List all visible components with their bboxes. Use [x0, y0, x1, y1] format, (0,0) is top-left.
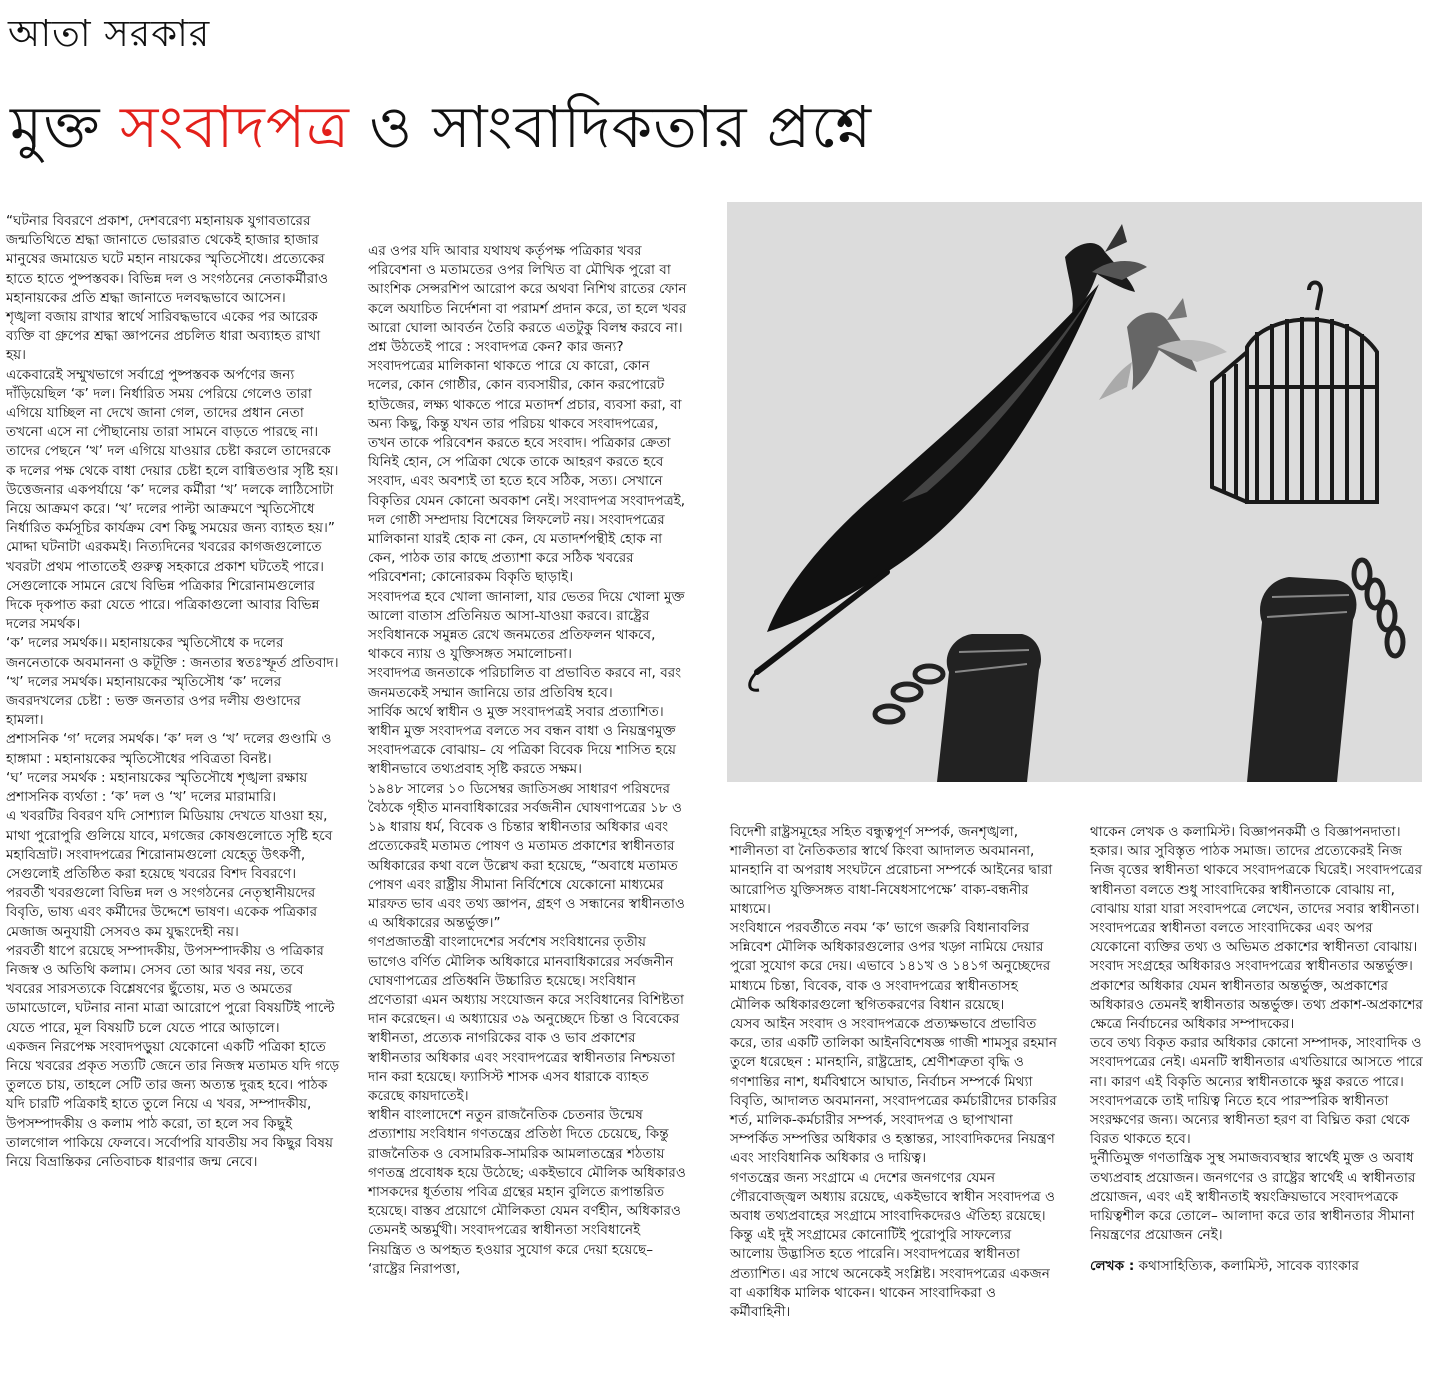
paragraph: যেসব আইন সংবাদ ও সংবাদপত্রকে প্রত্যক্ষভাবে প্রভাবিত করে, তার একটি তালিকা আইনবিশেষজ্ঞ গাজী শামসুর রহমান তুলে ধরেছেন : মানহানি, রাষ্ট্রদ্রোহ, শ্রেণীশত্রুতা বৃদ্ধি ও গণশান্তির নাশ, ধর্মবিশ্বাসে আঘাত, নির্বাচন সম্পর্কে মিথ্যা বিবৃতি, আদালত অবমাননা, সংবাদপত্রের কর্মচারীদের চাকরির শর্ত, মালিক-কর্মচারীর সম্পর্ক, সংবাদপত্র ও ছাপাখানা সম্পর্কিত সম্পত্তির অধিকার ও হস্তান্তর, সাংবাদিকদের নিয়ন্ত্রণ এবং সাংবিধানিক অধিকার ও দায়িত্ব।: [730, 1016, 1058, 1167]
paragraph: একজন নিরপেক্ষ সংবাদপড়ুয়া যেকোনো একটি পত্রিকা হাতে নিয়ে খবরের প্রকৃত সত্যটি জেনে তার নিজস্ব মতামত যদি গড়ে তুলতে চায়, তাহলে সেটি তার জন্য অত্যন্ত দুরূহ হবে। পাঠক যদি চারটি পত্রিকাই হাতে তুলে নিয়ে এ খবর, সম্পাদকীয়, উপসম্পাদকীয় ও কলাম পাঠ করো, তা হলে সব কিছুই তালগোল পাকিয়ে ফেলবে। সর্বোপরি যাবতীয় সব কিছুর বিষয় নিয়ে বিভ্রান্তিকর নেতিবাচক ধারণার জন্ম নেবে।: [6, 1038, 340, 1170]
headline: [10, 82, 872, 172]
byline-text: কথাসাহিত্যিক, কলামিস্ট, সাবেক ব্যাংকার: [1134, 1258, 1359, 1275]
illustration-press-freedom: [727, 202, 1422, 782]
paragraph: গণপ্রজাতন্ত্রী বাংলাদেশের সর্বশেষ সংবিধানের তৃতীয় ভাগেও বর্ণিত মৌলিক অধিকারে মানবাধিকারের সর্বজনীন ঘোষণাপত্রের প্রতিধ্বনি উচ্চারিত হয়েছে। সংবিধান প্রণেতারা এমন অধ্যায় সংযোজন করে সংবিধানের বিশিষ্টতা দান করেছেন। এ অধ্যায়ের ৩৯ অনুচ্ছেদে চিন্তা ও বিবেকের স্বাধীনতা, প্রত্যেক নাগরিকের বাক ও ভাব প্রকাশের স্বাধীনতার অধিকার এবং সংবাদপত্রের স্বাধীনতার নিশ্চয়তা দান করা হয়েছে। ফ্যাসিস্ট শাসক এসব ধারাকে ব্যাহত করেছে কায়দাতেই।: [368, 934, 684, 1104]
article-column-3: [730, 823, 1058, 1322]
paragraph: সংবাদপত্র জনতাকে পরিচালিত বা প্রভাবিত করবে না, বরং জনমতকেই সম্মান জানিয়ে তার প্রতিবিম্ব হবে।: [368, 665, 682, 701]
paragraph: মোদ্দা ঘটনাটা এরকমই। নিত্যদিনের খবরের কাগজগুলোতে খবরটা প্রথম পাতাতেই গুরুত্ব সহকারে প্রকাশ ঘটতেই পারে। সেগুলোকে সামনে রেখে বিভিন্ন পত্রিকার শিরোনামগুলোর দিকে দৃকপাত করা যেতে পারে। পত্রিকাগুলো আবার বিভিন্ন দলের সমর্থক।: [6, 539, 324, 633]
paragraph: শৃঙ্খলা বজায় রাখার স্বার্থে সারিবদ্ধভাবে একের পর আরেক ব্যক্তি বা গ্রুপের শ্রদ্ধা জ্ঞাপনের প্রচলিত ধারা অব্যাহত রাখা হয়।: [6, 309, 321, 364]
feather-quill-icon: [750, 284, 1099, 690]
paragraph: এর ওপর যদি আবার যথাযথ কর্তৃপক্ষ পত্রিকার খবর পরিবেশনা ও মতামতের ওপর লিখিত বা মৌখিক পুরো বা আংশিক সেন্সরশিপ আরোপ করে অথবা নিশিথ রাতের ফোন কলে অযাচিত নির্দেশনা বা পরামর্শ প্রদান করে, তা হলে খবর আরো ঘোলা আবর্তন তৈরি করতে এতটুকু বিলম্ব করবে না।: [368, 243, 687, 336]
paragraph: তবে তথ্য বিকৃত করার অধিকার কোনো সম্পাদক, সাংবাদিক ও সংবাদপত্রের নেই। এমনটি স্বাধীনতার এখতিয়ারে আসতে পারে না। কারণ এই বিকৃতি অন্যের স্বাধীনতাকে ক্ষুণ্ণ করতে পারে। সংবাদপত্রকে তাই দায়িত্ব নিতে হবে পারস্পরিক স্বাধীনতা সংরক্ষণের জন্য। অন্যের স্বাধীনতা হরণ বা বিঘ্নিত করা থেকে বিরত থাকতে হবে।: [1090, 1035, 1423, 1148]
headline-part-accent: সংবাদপত্র: [119, 93, 350, 161]
author-name: আতা সরকার: [8, 12, 211, 55]
article-column-2: [368, 242, 688, 1279]
paragraph: পরবর্তী খবরগুলো বিভিন্ন দল ও সংগঠনের নেতৃস্থানীয়দের বিবৃতি, ভাষ্য এবং কর্মীদের উদ্দেশে ভাষণ। একেক পত্রিকার মেজাজ অনুযায়ী সেসবও কম যুদ্ধংদেহী নয়।: [6, 885, 318, 940]
headline-part-3: ও সাংবাদিকতার প্রশ্নে: [349, 93, 873, 161]
paragraph: ‘ক’ দলের সমর্থক।। মহানায়কের স্মৃতিসৌধে ক দলের জননেতাকে অবমাননা ও কটূক্তি : জনতার স্বতঃস্ফূর্ত প্রতিবাদ।: [6, 635, 339, 671]
article-column-4: [1090, 823, 1426, 1277]
paragraph: “ঘটনার বিবরণে প্রকাশ, দেশবরেণ্য মহানায়ক যুগাবতারের জন্মতিথিতে শ্রদ্ধা জানাতে ভোররাত থেকেই হাজার হাজার মানুষের জমায়েত ঘটে মহান নায়কের স্মৃতিসৌধে। প্রত্যেকের হাতে হাতে পুষ্পস্তবক। বিভিন্ন দল ও সংগঠনের নেতাকর্মীরাও মহানায়কের প্রতি শ্রদ্ধা জানাতে দলবদ্ধভাবে আসেন।: [6, 213, 329, 306]
paragraph: পরবর্তী ধাপে রয়েছে সম্পাদকীয়, উপসম্পাদকীয় ও পত্রিকার নিজস্ব ও অতিথি কলাম। সেসব তো আর খবর নয়, তবে খবরের সারসত্যকে বিশ্লেষণের ছুঁতোয়, মত ও অমতের ডামাডোলে, ঘটনার নানা মাত্রা আরোপে পুরো বিষয়টিই পাল্টে যেতে পারে, মূল বিষয়টি চলে যেতে পারে আড়ালে।: [6, 942, 335, 1036]
paragraph: থাকেন লেখক ও কলামিস্ট। বিজ্ঞাপনকর্মী ও বিজ্ঞাপনদাতা। হকার। আর সুবিস্তৃত পাঠক সমাজ। তাদের প্রত্যেকেরই নিজ নিজ বৃত্তের স্বাধীনতা থাকবে সংবাদপত্রকে ঘিরেই। সংবাদপত্রের স্বাধীনতা বলতে শুধু সাংবাদিকের স্বাধীনতাকে বোঝায় না, বোঝায় যারা যারা সংবাদপত্রে লেখেন, তাদের সবার স্বাধীনতা।: [1090, 824, 1423, 917]
broken-chain-fist-icon: [875, 634, 1041, 782]
paragraph: সংবাদপত্রের মালিকানা থাকতে পারে যে কারো, কোন দলের, কোন গোষ্ঠীর, কোন ব্যবসায়ীর, কোন করপোরেট হাউজের, লক্ষ্য থাকতে পারে মতাদর্শ প্রচার, ব্যবসা করা, বা অন্য কিছু, কিন্তু যখন তার পরিচয় থাকবে সংবাদপত্রের, তখন তাকে পরিবেশন করতে হবে সংবাদ। পত্রিকার ক্রেতা যিনিই হোন, সে পত্রিকা থেকে তাকে আহরণ করতে হবে সংবাদ, এবং অবশ্যই তা হতে হবে সঠিক, সত্য। সেখানে বিকৃতির যেমন কোনো অবকাশ নেই। সংবাদপত্র সংবাদপত্রই, দল গোষ্ঠী সম্প্রদায় বিশেষের লিফলেট নয়। সংবাদপত্রের মালিকানা যারই হোক না কেন, যে মতাদর্শপন্থীই হোক না কেন, পাঠক তার কাছে প্রত্যাশা করে সঠিক খবরের পরিবেশনা; কোনোরকম বিকৃতি ছাড়াই।: [368, 358, 686, 586]
paragraph: প্রশাসনিক ‘গ’ দলের সমর্থক। ‘ক’ দল ও ‘খ’ দলের গুণ্ডামি ও হাঙ্গামা : মহানায়কের স্মৃতিসৌধের পবিত্রতা বিনষ্ট।: [6, 731, 332, 767]
article-column-1: [6, 212, 342, 1172]
paragraph: সংবিধানে পরবর্তীতে নবম ‘ক’ ভাগে জরুরি বিধানাবলির সন্নিবেশ মৌলিক অধিকারগুলোর ওপর খড়্গ নামিয়ে দেয়ার পুরো সুযোগ করে দেয়। এভাবে ১৪১খ ও ১৪১গ অনুচ্ছেদের মাধ্যমে চিন্তা, বিবেক, বাক ও সংবাদপত্রের স্বাধীনতাসহ মৌলিক অধিকারগুলো স্থগিতকরণের বিধান রয়েছে।: [730, 920, 1051, 1013]
flying-bird-icon: [1065, 224, 1147, 312]
paragraph: গণতন্ত্রের জন্য সংগ্রামে এ দেশের জনগণের যেমন গৌরবোজ্জ্বল অধ্যায় রয়েছে, একইভাবে স্বাধীন সংবাদপত্র ও অবাধ তথ্যপ্রবাহের সংগ্রামে সাংবাদিকদেরও ঐতিহ্য রয়েছে। কিন্তু এই দুই সংগ্রামের কোনোটিই পুরোপুরি সাফল্যের আলোয় উদ্ভাসিত হতে পারেনি। সংবাদপত্রের স্বাধীনতা প্রত্যাশিত। এর সাথে অনেকেই সংশ্লিষ্ট। সংবাদপত্রের একজন বা একাধিক মালিক থাকেন। থাকেন সাংবাদিকরা ও কর্মীবাহিনী।: [730, 1169, 1056, 1321]
paragraph: সংবাদপত্র হবে খোলা জানালা, যার ভেতর দিয়ে খোলা মুক্ত আলো বাতাস প্রতিনিয়ত আসা-যাওয়া করবে। রাষ্ট্রের সংবিধানকে সমুন্নত রেখে জনমতের প্রতিফলন থাকবে, থাকবে ন্যায় ও যুক্তিসঙ্গত সমালোচনা।: [368, 588, 685, 663]
byline-label: লেখক :: [1090, 1258, 1135, 1275]
paragraph: বিদেশী রাষ্ট্রসমূহের সহিত বন্ধুত্বপূর্ণ সম্পর্ক, জনশৃঙ্খলা, শালীনতা বা নৈতিকতার স্বার্থে কিংবা আদালত অবমাননা, মানহানি বা অপরাধ সংঘটনে প্ররোচনা সম্পর্কে আইনের দ্বারা আরোপিত যুক্তিসঙ্গত বাধা-নিষেধসাপেক্ষে’ বাক্য-বন্ধনীর মাধ্যমে।: [730, 824, 1053, 917]
paragraph: একেবারেই সম্মুখভাগে সর্বাগ্রে পুষ্পস্তবক অর্পণের জন্য দাঁড়িয়েছিল ‘ক’ দল। নির্ধারিত সময় পেরিয়ে গেলেও তারা এগিয়ে যাচ্ছিল না দেখে জানা গেল, তাদের প্রধান নেতা তখনো এসে না পৌছানোয় তারা সামনে বাড়তে পারছে না। তাদের পেছনে ‘খ’ দল এগিয়ে যাওয়ার চেষ্টা করলে তাদেরকে ক দলের পক্ষ থেকে বাধা দেয়ার চেষ্টা হলে বাগ্বিতণ্ডার সৃষ্টি হয়। উত্তেজনার একপর্যায়ে ‘ক’ দলের কর্মীরা ‘খ’ দলকে লাঠিসোটা নিয়ে আক্রমণ করে। ‘খ’ দলের পাল্টা আক্রমণে স্মৃতিসৌধে নির্ধারিত কর্মসূচির কার্যক্রম বেশ কিছু সময়ের জন্য ব্যাহত হয়।”: [6, 366, 339, 537]
paragraph: স্বাধীন বাংলাদেশে নতুন রাজনৈতিক চেতনার উন্মেষ প্রত্যাশায় সংবিধান গণতন্ত্রের প্রতিষ্ঠা দিতে চেয়েছে, কিন্তু রাজনৈতিক ও বেসামরিক-সামরিক আমলাতন্ত্রের শঠতায় গণতন্ত্র প্রবোধক হয়ে উঠেছে; একইভাবে মৌলিক অধিকারও শাসকদের ধূর্ততায় পবিত্র গ্রন্থের মহান বুলিতে রূপান্তরিত হয়েছে। বাস্তব প্রয়োগে মৌলিকতা যেমন বর্ণহীন, অধিকারও তেমনই অন্তর্মুখী। সংবাদপত্রের স্বাধীনতা সংবিধানেই নিয়ন্ত্রিত ও অপহৃত হওয়ার সুযোগ করে দেয়া হয়েছে– ‘রাষ্ট্রের নিরাপত্তা,: [368, 1107, 686, 1277]
flying-bird-icon: [1099, 298, 1227, 400]
paragraph: স্বাধীন মুক্ত সংবাদপত্র বলতে সব বন্ধন বাধা ও নিয়ন্ত্রণমুক্ত সংবাদপত্রকে বোঝায়– যে পত্রিকা বিবেক দিয়ে শাসিত হয়ে স্বাধীনভাবে তথ্যপ্রবাহ সৃষ্টি করতে সক্ষম।: [368, 723, 677, 778]
paragraph: সার্বিক অর্থে স্বাধীন ও মুক্ত সংবাদপত্রই সবার প্রত্যাশিত।: [368, 703, 664, 720]
paragraph: প্রশ্ন উঠতেই পারে : সংবাদপত্র কেন? কার জন্য?: [368, 339, 624, 356]
paragraph: দুর্নীতিমুক্ত গণতান্ত্রিক সুস্থ সমাজব্যবস্থার স্বার্থেই মুক্ত ও অবাধ তথ্যপ্রবাহ প্রয়োজন। জনগণের ও রাষ্ট্রের স্বার্থেই এ স্বাধীনতার প্রয়োজন, এবং এই স্বাধীনতাই স্বয়ংক্রিয়ভাবে সংবাদপত্রকে দায়িত্বশীল করে তোলে– আলাদা করে তার স্বাধীনতার সীমানা নিয়ন্ত্রণের প্রয়োজন নেই।: [1090, 1150, 1416, 1244]
headline-part-1: মুক্ত: [10, 93, 120, 161]
broken-chain-fist-icon: [1247, 560, 1403, 782]
open-cage-icon: [1212, 283, 1377, 503]
paragraph: ১৯৪৮ সালের ১০ ডিসেম্বর জাতিসঙ্ঘ সাধারণ পরিষদের বৈঠকে গৃহীত মানবাধিকারের সর্বজনীন ঘোষণাপত্রের ১৮ ও ১৯ ধারায় ধর্ম, বিবেক ও চিন্তার স্বাধীনতার অধিকার এবং প্রত্যেকেরই মতামত পোষণ ও মতামত প্রকাশের স্বাধীনতার অধিকারের কথা বলে উল্লেখ করা হয়েছে, “অবাধে মতামত পোষণ এবং রাষ্ট্রীয় সীমানা নির্বিশেষে যেকোনো মাধ্যমের মারফত ভাব এবং তথ্য জ্ঞাপন, গ্রহণ ও সন্ধানের স্বাধীনতাও এ অধিকারের অন্তর্ভুক্ত।”: [368, 780, 685, 932]
paragraph: ‘খ’ দলের সমর্থক। মহানায়কের স্মৃতিসৌধ ‘ক’ দলের জবরদখলের চেষ্টা : ভক্ত জনতার ওপর দলীয় গুণ্ডাদের হামলা।: [6, 673, 301, 729]
paragraph: সংবাদপত্রের স্বাধীনতা বলতে সাংবাদিকের এবং অপর যেকোনো ব্যক্তির তথ্য ও অভিমত প্রকাশের স্বাধীনতা বোঝায়। সংবাদ সংগ্রহের অধিকারও সংবাদপত্রের স্বাধীনতার অন্তর্ভুক্ত। প্রকাশের অধিকার যেমন স্বাধীনতার অন্তর্ভুক্ত, অপ্রকাশের অধিকারও তেমনই স্বাধীনতার অন্তর্ভুক্ত। তথ্য প্রকাশ-অপ্রকাশের ক্ষেত্রে নির্বাচনের অধিকার সম্পাদকের।: [1090, 920, 1423, 1033]
paragraph: ‘ঘ’ দলের সমর্থক : মহানায়কের স্মৃতিসৌধে শৃঙ্খলা রক্ষায় প্রশাসনিক ব্যর্থতা : ‘ক’ দল ও ‘খ’ দলের মারামারি।: [6, 769, 308, 806]
paragraph: এ খবরটির বিবরণ যদি সোশ্যাল মিডিয়ায় দেখতে যাওয়া হয়, মাথা পুরোপুরি গুলিয়ে যাবে, মগজের কোষগুলোতে সৃষ্টি হবে মহাবিভ্রাট। সংবাদপত্রের শিরোনামগুলো যেহেতু উৎকর্ণী, সেগুলোই প্রতিষ্ঠিত করা হয়েছে খবরের বিশদ বিবরণে।: [6, 808, 333, 882]
author-byline: [1090, 1257, 1426, 1276]
